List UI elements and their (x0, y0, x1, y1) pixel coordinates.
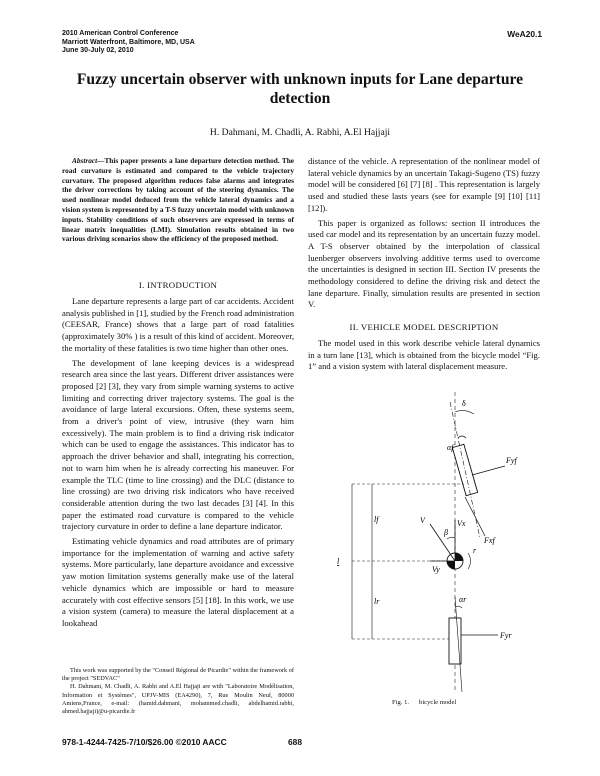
fyf-arrow (472, 466, 505, 475)
conference-name: 2010 American Control Conference (62, 30, 179, 37)
label-fyr: Fyr (500, 631, 512, 640)
label-v: V (420, 516, 425, 525)
abstract: Abstract—This paper presents a lane departure detection method. The road curvature is estimated and compared to the vehicle trajectory curvature. The proposed algorithm reduces false alarms and integrates the driver corrections by taking account of the steering dynamics. The used nonlinear model deduced from the vehicle lateral dynamics and a vision system is represented by a T-S fuzzy uncertain model with unknown inputs. Stability conditions of such observers are expressed in terms of linear matrix inequalities (LMI). Simulation results obtained in two various driving scenarios show the efficiency of the proposed method. (62, 156, 294, 244)
footer-isbn: 978-1-4244-7425-7/10/$26.00 ©2010 AACC (62, 737, 227, 747)
label-r: r (473, 546, 477, 555)
conference-venue: Marriott Waterfront, Baltimore, MD, USA (62, 38, 195, 46)
label-vx: Vx (457, 519, 466, 528)
velocity-vector (430, 524, 455, 561)
label-vy: Vy (432, 565, 440, 574)
paragraph: distance of the vehicle. A representation of the nonlinear model of lateral vehicle dynamics by an uncertain Takagi-Sugeno (TS) fuzzy model will be considered [6] [7] [8] . This representation is largely used and studied these lasts years (see for example [9] [10] [11] [12]). (308, 156, 540, 213)
label-alpha-f: αf (447, 443, 454, 452)
section-heading-model: II. VEHICLE MODEL DESCRIPTION (349, 322, 499, 332)
footnote-affiliation: H. Dahmani, M. Chadli, A. Rabhi and A.El Hajjaji are with "Laboratoire Modélisation, Information et Systèmes", UPJV-MIS (EA4290), 7, Rue Moulin Neuf, 80000 Amiens,France, e-mail: (hamid.dahmani, mohammed.chadli, abdelhamid.rabhi, ahmed.hajjaji)@u-picardie.fr (62, 683, 294, 716)
yaw-rate-arc (468, 553, 471, 569)
intro-body (62, 296, 294, 630)
abstract-text: This paper presents a lane departure detection method. The road curvature is estimated and compared to the vehicle trajectory curvature. The proposed algorithm reduces false alarms and integrates the driver corrections by taking account of the steering dynamics. The used nonlinear model deduced from the vehicle lateral dynamics and a vision system is represented by a T-S fuzzy uncertain model with unknown inputs. Stability conditions of such observers are expressed in terms of linear matrix inequalities (LMI). Simulation results obtained in two various driving scenarios show the efficiency of the proposed method. (62, 156, 294, 244)
paper-title: Fuzzy uncertain observer with unknown inputs for Lane departure detection (76, 71, 524, 107)
cg-fill (455, 553, 463, 561)
paragraph: Lane departure represents a large part of car accidents. Accident analysis published in [1], studied by the French road administration (CEESAR, France) shows that a large part of road fatalities (approximately 30% ) is a result of this kind of accident. Moreover, the mortality of these fatalities is two time higher than other ones. (62, 296, 294, 353)
label-l: l (337, 557, 340, 566)
paragraph: The model used in this work describe vehicle lateral dynamics in a turn lane [13], which is obtained from the bicycle model “Fig. 1” and a vision system with lateral displacement measure. (308, 338, 540, 372)
label-fxf: Fxf (484, 536, 495, 545)
footnote (62, 667, 294, 716)
steer-angle-arc (455, 410, 474, 414)
paragraph: This paper is organized as follows: section II introduces the used car model and its representation by an uncertain fuzzy model. A T-S observer obtained by the interpolation of classical luenberger observers involving additive terms used to overcome the uncertainties is designed in section III. Section IV presents the methodology considered to define the driving risk and detect the lane departure. Finally, simulation results are presented in section V. (308, 217, 540, 310)
paper-authors: H. Dahmani, M. Chadli, A. Rabhi, A.El Hajjaji (209, 127, 391, 138)
conference-header (62, 30, 312, 56)
footnote-support: This work was supported by the "Conseil Régional de Picardie" within the framework of the project "SEDVAC" (62, 667, 294, 683)
bicycle-model-figure (322, 392, 522, 697)
section-heading-intro: I. INTRODUCTION (138, 280, 218, 290)
paper-code: WeA20.1 (507, 29, 542, 39)
fxf-arrow (465, 497, 485, 536)
right-body (308, 156, 540, 311)
label-lr: lr (374, 597, 380, 606)
cg-fill (447, 561, 455, 569)
figure-caption (392, 699, 466, 706)
beta-arc (447, 537, 455, 539)
page-number: 688 (288, 737, 302, 747)
figure-caption-number: Fig. 1. (392, 699, 410, 706)
label-delta: δ (462, 399, 466, 408)
label-fyf: Fyf (506, 456, 517, 465)
conference-dates: June 30-July 02, 2010 (62, 47, 134, 55)
label-beta: β (444, 528, 448, 537)
front-wheel (452, 444, 477, 495)
paragraph: Estimating vehicle dynamics and road attributes are of primary importance for the implementation of warning and active safety systems. More particularly, lane departure avoidance and excessive yaw motion limitation systems generally make use of the lateral vehicle dynamics which are impossible or hard to measure accurately with cost effective sensors [5] [18]. In this work, we use a vision system (camera) to measure the lateral displacement at a lookahead (62, 536, 294, 628)
label-alpha-r: αr (459, 595, 467, 604)
abstract-label: Abstract (72, 156, 98, 165)
label-lf: lf (374, 515, 379, 524)
figure-caption-text: bicycle model (419, 699, 457, 706)
paragraph: The development of lane keeping devices is a widespread research area since the last years. Different driver assistances were proposed [2] [3], they vary from simple warning systems to active limiting and correcting driver trajectory systems. The goal is the avoidance of large lateral excursions. Often, these systems seem, from a driver's point of view, intrusive (they warn him excessively). The main problem is to find a driving risk indicator which can be used to engage the assistances. This indicator has to approach the driver behavior and shall, integrating his correction, not to warn him when he is already correcting his maneuver. For example the TLC (time to line crossing) and the DLC (distance to line crossing) are two driving risk indicators who have received considerable attention during the two last decades [3] [4]. In this paper the estimated road curvature is compared to the vehicle trajectory curvature in order to define a lane departure indicator. (62, 357, 294, 532)
model-body (308, 338, 540, 373)
front-slip-arc (458, 436, 466, 438)
